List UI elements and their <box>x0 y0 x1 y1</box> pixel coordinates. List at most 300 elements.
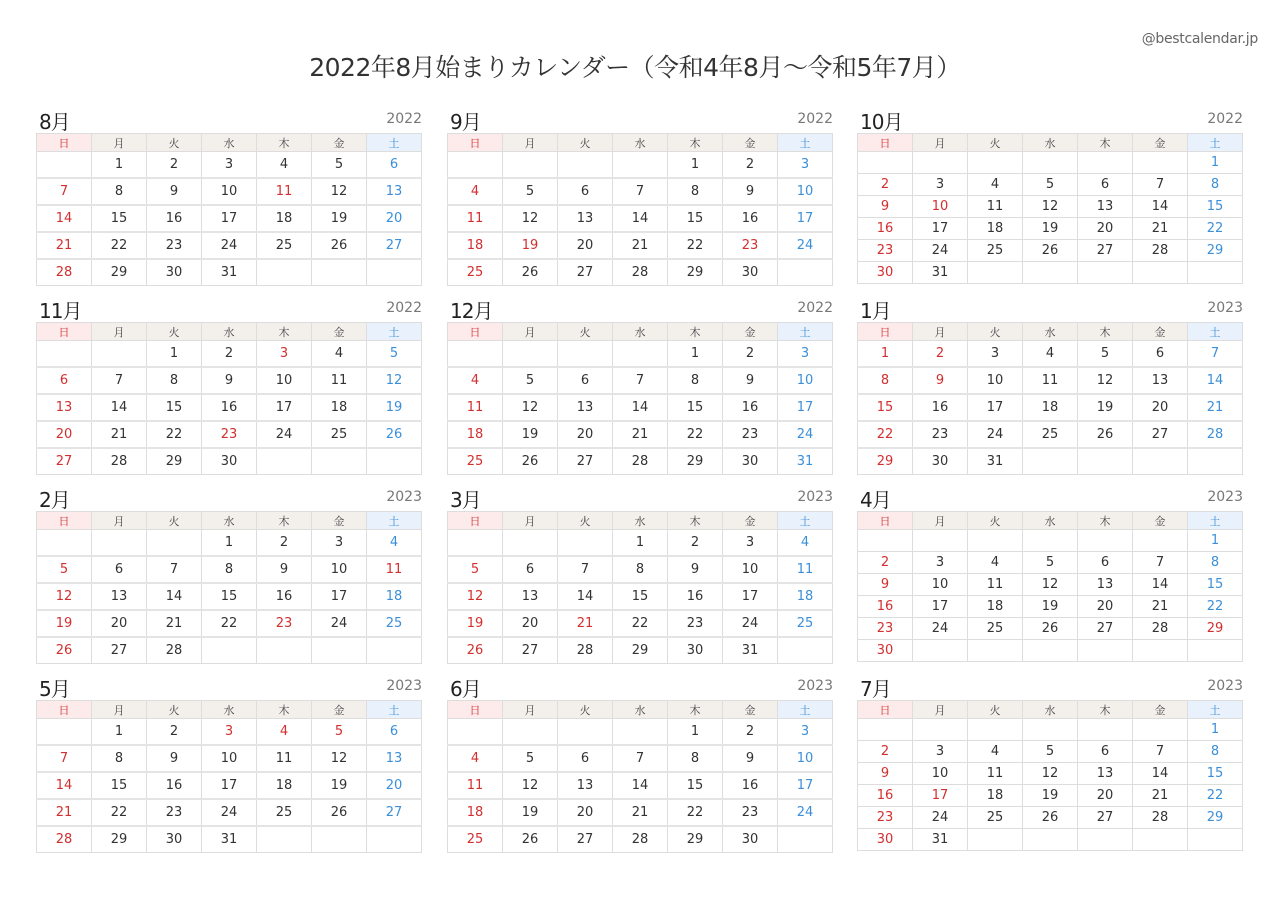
day-cell: 23 <box>147 232 202 259</box>
day-cell: 9 <box>202 367 257 394</box>
day-cell: 5 <box>1023 552 1078 574</box>
weekday-header: 土 <box>367 512 422 530</box>
day-cell: 12 <box>503 772 558 799</box>
day-cell: 30 <box>723 826 778 853</box>
day-cell: 20 <box>558 232 613 259</box>
day-cell: 30 <box>147 259 202 286</box>
weekday-header: 月 <box>92 134 147 152</box>
day-cell: 30 <box>858 262 913 284</box>
month-label: 5月 <box>39 677 70 701</box>
day-cell: 2 <box>202 341 257 368</box>
empty-day-cell <box>968 640 1023 662</box>
empty-day-cell <box>1023 152 1078 174</box>
day-cell: 29 <box>92 826 147 853</box>
day-cell: 7 <box>558 556 613 583</box>
empty-day-cell <box>858 719 913 741</box>
day-cell: 17 <box>778 205 833 232</box>
empty-day-cell <box>367 826 422 853</box>
day-cell: 19 <box>1078 394 1133 421</box>
day-cell: 4 <box>778 530 833 557</box>
empty-day-cell <box>1023 719 1078 741</box>
day-cell: 31 <box>202 259 257 286</box>
day-cell: 17 <box>968 394 1023 421</box>
day-cell: 22 <box>613 610 668 637</box>
day-cell: 8 <box>92 178 147 205</box>
weekday-header: 土 <box>1188 701 1243 719</box>
month-label: 1月 <box>860 299 891 323</box>
week-row <box>37 637 422 664</box>
month-panel <box>36 297 422 475</box>
empty-day-cell <box>558 341 613 368</box>
day-cell: 12 <box>312 178 367 205</box>
empty-day-cell <box>257 637 312 664</box>
weekday-header: 木 <box>257 512 312 530</box>
day-cell: 12 <box>37 583 92 610</box>
week-row <box>858 618 1243 640</box>
day-cell: 13 <box>1078 196 1133 218</box>
day-cell: 10 <box>723 556 778 583</box>
weekday-header: 日 <box>448 323 503 341</box>
day-cell: 8 <box>668 745 723 772</box>
day-cell: 19 <box>312 205 367 232</box>
day-cell: 17 <box>913 218 968 240</box>
month-header <box>447 486 833 511</box>
empty-day-cell <box>558 530 613 557</box>
day-cell: 7 <box>37 178 92 205</box>
day-cell: 6 <box>37 367 92 394</box>
weekday-header: 木 <box>1078 323 1133 341</box>
weekday-header: 水 <box>1023 512 1078 530</box>
year-label: 2023 <box>1207 678 1243 694</box>
day-cell: 8 <box>668 367 723 394</box>
day-cell: 28 <box>1133 240 1188 262</box>
weekday-header: 月 <box>503 512 558 530</box>
day-cell: 17 <box>257 394 312 421</box>
day-cell: 8 <box>668 178 723 205</box>
day-cell: 12 <box>503 205 558 232</box>
day-cell: 30 <box>723 448 778 475</box>
weekday-header: 水 <box>202 323 257 341</box>
month-panel <box>857 486 1243 662</box>
day-cell: 21 <box>147 610 202 637</box>
weekday-header: 日 <box>448 512 503 530</box>
weekday-header: 金 <box>723 512 778 530</box>
day-cell: 27 <box>558 448 613 475</box>
empty-day-cell <box>1133 152 1188 174</box>
day-cell: 4 <box>257 152 312 179</box>
weekday-header: 土 <box>1188 512 1243 530</box>
day-cell: 14 <box>37 772 92 799</box>
day-cell: 26 <box>312 799 367 826</box>
day-cell: 16 <box>913 394 968 421</box>
day-cell: 25 <box>1023 421 1078 448</box>
weekday-header: 金 <box>312 134 367 152</box>
week-row <box>448 530 833 557</box>
week-row <box>37 421 422 448</box>
day-cell: 16 <box>723 394 778 421</box>
day-cell: 21 <box>1133 218 1188 240</box>
day-cell: 17 <box>202 205 257 232</box>
empty-day-cell <box>913 640 968 662</box>
day-cell: 11 <box>968 763 1023 785</box>
weekday-header: 金 <box>1133 134 1188 152</box>
day-cell: 14 <box>613 394 668 421</box>
day-cell: 16 <box>723 205 778 232</box>
day-cell: 1 <box>668 719 723 746</box>
day-cell: 1 <box>858 341 913 368</box>
weekday-header: 水 <box>613 512 668 530</box>
day-cell: 27 <box>558 259 613 286</box>
day-cell: 18 <box>367 583 422 610</box>
month-label: 10月 <box>860 110 903 134</box>
day-cell: 15 <box>668 394 723 421</box>
day-cell: 18 <box>448 799 503 826</box>
day-cell: 21 <box>558 610 613 637</box>
weekday-header-row <box>858 512 1243 530</box>
empty-day-cell <box>968 262 1023 284</box>
day-cell: 24 <box>257 421 312 448</box>
week-row <box>858 341 1243 368</box>
day-cell: 8 <box>92 745 147 772</box>
day-cell: 25 <box>968 807 1023 829</box>
day-cell: 10 <box>968 367 1023 394</box>
day-cell: 12 <box>1078 367 1133 394</box>
day-cell: 28 <box>613 259 668 286</box>
day-cell: 13 <box>558 205 613 232</box>
day-cell: 29 <box>668 259 723 286</box>
empty-day-cell <box>858 530 913 552</box>
day-cell: 4 <box>1023 341 1078 368</box>
day-cell: 19 <box>367 394 422 421</box>
weekday-header: 日 <box>858 134 913 152</box>
week-row <box>858 829 1243 851</box>
day-cell: 29 <box>147 448 202 475</box>
day-cell: 24 <box>778 232 833 259</box>
week-row <box>858 218 1243 240</box>
day-cell: 5 <box>503 367 558 394</box>
day-cell: 18 <box>1023 394 1078 421</box>
day-cell: 27 <box>1078 807 1133 829</box>
day-cell: 15 <box>1188 196 1243 218</box>
day-cell: 11 <box>968 196 1023 218</box>
day-cell: 6 <box>367 152 422 179</box>
day-cell: 12 <box>1023 574 1078 596</box>
weekday-header: 火 <box>558 701 613 719</box>
day-cell: 11 <box>257 178 312 205</box>
day-cell: 3 <box>312 530 367 557</box>
week-row <box>37 232 422 259</box>
week-row <box>37 610 422 637</box>
day-cell: 22 <box>1188 785 1243 807</box>
weekday-header: 金 <box>312 701 367 719</box>
week-row <box>448 367 833 394</box>
month-header <box>36 108 422 133</box>
day-cell: 22 <box>1188 596 1243 618</box>
week-row <box>448 205 833 232</box>
week-row <box>448 719 833 746</box>
empty-day-cell <box>858 152 913 174</box>
month-header <box>36 675 422 700</box>
day-cell: 22 <box>92 799 147 826</box>
day-cell: 30 <box>723 259 778 286</box>
month-label: 11月 <box>39 299 82 323</box>
day-cell: 7 <box>613 367 668 394</box>
empty-day-cell <box>1188 262 1243 284</box>
day-cell: 14 <box>37 205 92 232</box>
day-cell: 16 <box>858 218 913 240</box>
month-panel <box>857 675 1243 851</box>
day-cell: 13 <box>503 583 558 610</box>
day-cell: 20 <box>367 772 422 799</box>
week-row <box>858 763 1243 785</box>
weekday-header: 水 <box>1023 134 1078 152</box>
weekday-header: 日 <box>858 701 913 719</box>
month-label: 7月 <box>860 677 891 701</box>
empty-day-cell <box>1023 530 1078 552</box>
weekday-header-row <box>37 701 422 719</box>
week-row <box>37 341 422 368</box>
day-cell: 16 <box>147 772 202 799</box>
month-table <box>857 700 1243 851</box>
empty-day-cell <box>92 341 147 368</box>
day-cell: 23 <box>913 421 968 448</box>
day-cell: 15 <box>92 205 147 232</box>
day-cell: 2 <box>668 530 723 557</box>
day-cell: 28 <box>1133 618 1188 640</box>
empty-day-cell <box>448 530 503 557</box>
empty-day-cell <box>448 341 503 368</box>
day-cell: 16 <box>147 205 202 232</box>
day-cell: 17 <box>312 583 367 610</box>
day-cell: 15 <box>668 205 723 232</box>
week-row <box>858 152 1243 174</box>
day-cell: 2 <box>858 552 913 574</box>
weekday-header: 月 <box>92 701 147 719</box>
week-row <box>448 178 833 205</box>
day-cell: 24 <box>778 421 833 448</box>
day-cell: 3 <box>202 719 257 746</box>
year-label: 2022 <box>797 111 833 127</box>
day-cell: 30 <box>858 829 913 851</box>
weekday-header: 月 <box>503 701 558 719</box>
page-title: 2022年8月始まりカレンダー（令和4年8月〜令和5年7月） <box>309 53 961 82</box>
week-row <box>858 574 1243 596</box>
day-cell: 21 <box>613 421 668 448</box>
week-row <box>858 262 1243 284</box>
empty-day-cell <box>257 826 312 853</box>
empty-day-cell <box>968 152 1023 174</box>
day-cell: 30 <box>668 637 723 664</box>
day-cell: 7 <box>1133 741 1188 763</box>
site-credit: @bestcalendar.jp <box>1141 31 1258 47</box>
day-cell: 9 <box>668 556 723 583</box>
week-row <box>858 448 1243 475</box>
day-cell: 20 <box>1133 394 1188 421</box>
day-cell: 7 <box>92 367 147 394</box>
day-cell: 10 <box>913 574 968 596</box>
day-cell: 6 <box>1078 552 1133 574</box>
empty-day-cell <box>913 530 968 552</box>
month-label: 9月 <box>450 110 481 134</box>
week-row <box>448 232 833 259</box>
day-cell: 21 <box>613 799 668 826</box>
day-cell: 14 <box>92 394 147 421</box>
empty-day-cell <box>968 719 1023 741</box>
day-cell: 14 <box>147 583 202 610</box>
weekday-header: 土 <box>778 701 833 719</box>
day-cell: 2 <box>147 152 202 179</box>
year-label: 2022 <box>1207 111 1243 127</box>
day-cell: 17 <box>913 785 968 807</box>
empty-day-cell <box>1023 829 1078 851</box>
weekday-header: 水 <box>613 323 668 341</box>
day-cell: 8 <box>1188 552 1243 574</box>
weekday-header-row <box>448 134 833 152</box>
day-cell: 4 <box>448 367 503 394</box>
day-cell: 23 <box>202 421 257 448</box>
month-table <box>447 322 833 475</box>
day-cell: 28 <box>613 448 668 475</box>
day-cell: 29 <box>858 448 913 475</box>
weekday-header: 火 <box>147 323 202 341</box>
day-cell: 26 <box>503 259 558 286</box>
empty-day-cell <box>312 448 367 475</box>
empty-day-cell <box>312 259 367 286</box>
weekday-header: 木 <box>668 134 723 152</box>
day-cell: 18 <box>778 583 833 610</box>
day-cell: 7 <box>613 178 668 205</box>
empty-day-cell <box>1133 530 1188 552</box>
day-cell: 26 <box>1078 421 1133 448</box>
weekday-header: 月 <box>92 323 147 341</box>
weekday-header: 水 <box>1023 323 1078 341</box>
day-cell: 20 <box>1078 785 1133 807</box>
empty-day-cell <box>613 341 668 368</box>
day-cell: 1 <box>1188 719 1243 741</box>
month-panel <box>36 108 422 286</box>
empty-day-cell <box>503 530 558 557</box>
day-cell: 23 <box>858 807 913 829</box>
day-cell: 15 <box>92 772 147 799</box>
day-cell: 24 <box>312 610 367 637</box>
weekday-header: 火 <box>147 701 202 719</box>
day-cell: 7 <box>1188 341 1243 368</box>
week-row <box>448 259 833 286</box>
day-cell: 11 <box>312 367 367 394</box>
day-cell: 17 <box>913 596 968 618</box>
day-cell: 15 <box>1188 574 1243 596</box>
month-header <box>36 297 422 322</box>
day-cell: 7 <box>1133 174 1188 196</box>
day-cell: 14 <box>613 772 668 799</box>
day-cell: 16 <box>723 772 778 799</box>
week-row <box>448 772 833 799</box>
weekday-header: 日 <box>858 323 913 341</box>
empty-day-cell <box>913 719 968 741</box>
empty-day-cell <box>367 259 422 286</box>
weekday-header: 月 <box>913 323 968 341</box>
month-header <box>857 675 1243 700</box>
day-cell: 19 <box>37 610 92 637</box>
weekday-header: 土 <box>778 134 833 152</box>
day-cell: 14 <box>1133 763 1188 785</box>
day-cell: 1 <box>1188 530 1243 552</box>
month-header <box>857 486 1243 511</box>
weekday-header: 水 <box>202 512 257 530</box>
day-cell: 22 <box>668 232 723 259</box>
empty-day-cell <box>1078 152 1133 174</box>
day-cell: 22 <box>147 421 202 448</box>
day-cell: 1 <box>668 152 723 179</box>
weekday-header: 日 <box>448 134 503 152</box>
day-cell: 31 <box>723 637 778 664</box>
empty-day-cell <box>913 152 968 174</box>
empty-day-cell <box>778 826 833 853</box>
day-cell: 10 <box>778 178 833 205</box>
day-cell: 16 <box>202 394 257 421</box>
day-cell: 31 <box>968 448 1023 475</box>
weekday-header: 月 <box>92 512 147 530</box>
weekday-header: 土 <box>367 701 422 719</box>
day-cell: 20 <box>367 205 422 232</box>
day-cell: 20 <box>1078 218 1133 240</box>
week-row <box>448 799 833 826</box>
day-cell: 2 <box>858 741 913 763</box>
weekday-header: 火 <box>147 134 202 152</box>
day-cell: 6 <box>92 556 147 583</box>
day-cell: 14 <box>613 205 668 232</box>
day-cell: 18 <box>448 421 503 448</box>
day-cell: 30 <box>147 826 202 853</box>
day-cell: 9 <box>257 556 312 583</box>
day-cell: 27 <box>367 799 422 826</box>
month-header <box>447 108 833 133</box>
day-cell: 1 <box>147 341 202 368</box>
day-cell: 28 <box>1133 807 1188 829</box>
day-cell: 19 <box>503 799 558 826</box>
month-label: 3月 <box>450 488 481 512</box>
day-cell: 25 <box>448 448 503 475</box>
month-panel <box>447 675 833 853</box>
day-cell: 5 <box>1078 341 1133 368</box>
weekday-header-row <box>37 512 422 530</box>
week-row <box>858 367 1243 394</box>
day-cell: 21 <box>92 421 147 448</box>
day-cell: 26 <box>37 637 92 664</box>
day-cell: 2 <box>913 341 968 368</box>
month-label: 8月 <box>39 110 70 134</box>
day-cell: 19 <box>448 610 503 637</box>
day-cell: 15 <box>202 583 257 610</box>
week-row <box>448 610 833 637</box>
day-cell: 12 <box>1023 196 1078 218</box>
week-row <box>858 640 1243 662</box>
day-cell: 1 <box>613 530 668 557</box>
month-label: 2月 <box>39 488 70 512</box>
month-label: 6月 <box>450 677 481 701</box>
weekday-header: 水 <box>613 134 668 152</box>
day-cell: 25 <box>968 240 1023 262</box>
day-cell: 15 <box>858 394 913 421</box>
empty-day-cell <box>1133 262 1188 284</box>
day-cell: 31 <box>913 829 968 851</box>
day-cell: 18 <box>257 205 312 232</box>
day-cell: 1 <box>92 719 147 746</box>
weekday-header: 月 <box>913 134 968 152</box>
day-cell: 9 <box>723 745 778 772</box>
week-row <box>858 240 1243 262</box>
empty-day-cell <box>558 719 613 746</box>
